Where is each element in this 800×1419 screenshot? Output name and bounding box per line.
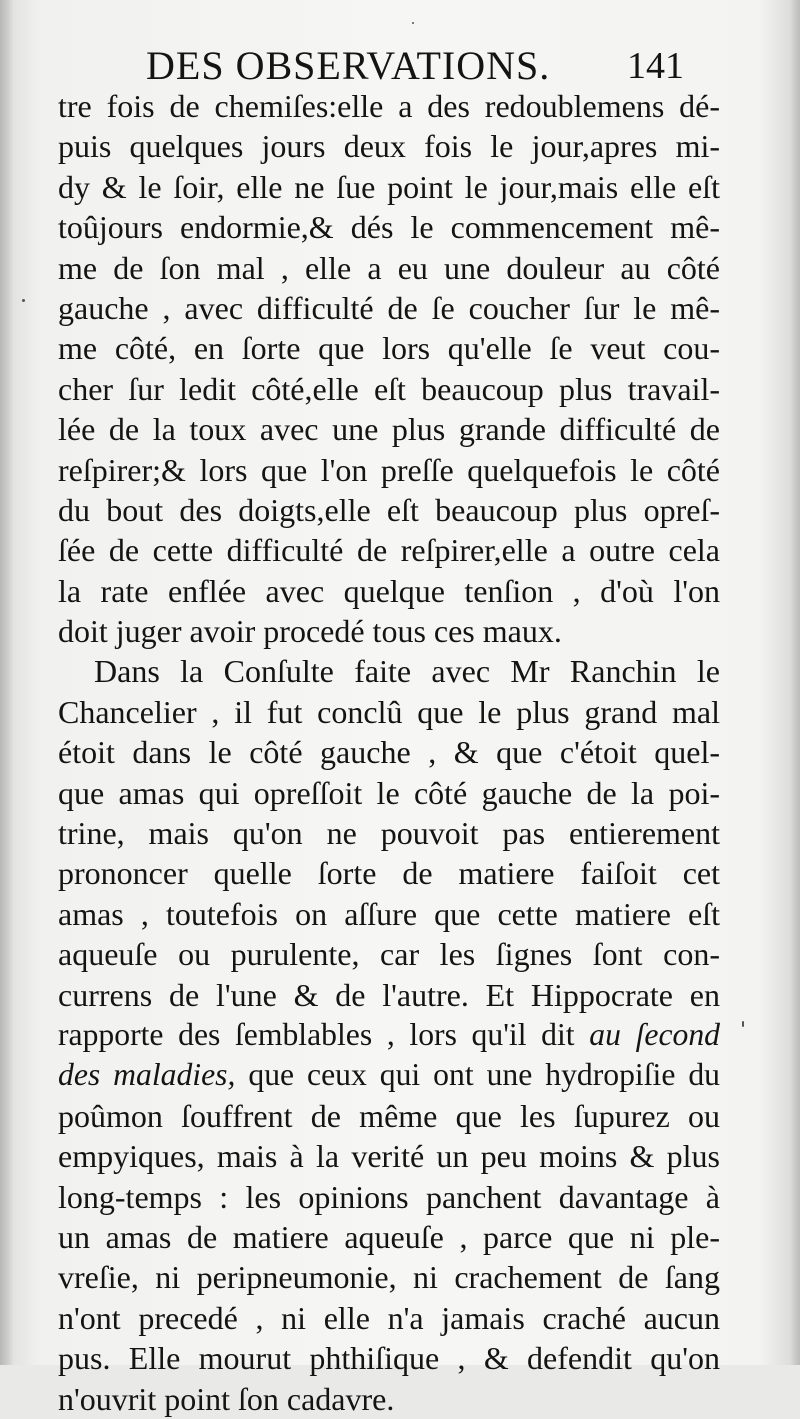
text-line: poûmon ſouffrent de même que les ſupurez ou	[58, 1097, 720, 1134]
line-text: que ceux qui ont une hydropiſie du	[248, 1057, 720, 1093]
text-line: long-temps : les opinions panchent davantage à	[58, 1178, 720, 1215]
running-head	[0, 34, 800, 94]
text-line: Dans la Conſulte faite avec Mr Ranchin le	[94, 653, 720, 690]
text-line: toûjours endormie,& dés le commencement mê-	[58, 209, 720, 246]
text-line: reſpirer;& lors que l'on preſſe quelquefois le côté	[58, 451, 720, 488]
text-line: dy & le ſoir, elle ne ſue point le jour,mais elle eſt	[58, 168, 720, 205]
text-line: étoit dans le côté gauche , & que c'étoit quel-	[58, 734, 720, 771]
text-line: n'ont precedé , ni elle n'a jamais craché aucun	[58, 1299, 720, 1336]
text-line: la rate enflée avec quelque tenſion , d'où l'on	[58, 572, 720, 609]
text-line: amas , toutefois on aſſure que cette matiere eſt	[58, 895, 720, 932]
text-line: du bout des doigts,elle eſt beaucoup plus opreſ-	[58, 491, 720, 528]
text-line: trine, mais qu'on ne pouvoit pas entierement	[58, 815, 720, 852]
ink-speck	[742, 1021, 744, 1027]
page-number: 141	[627, 45, 684, 87]
italic-citation: au ſecond	[589, 1016, 720, 1052]
body-text	[58, 86, 720, 1419]
text-line: cher ſur ledit côté,elle eſt beaucoup plus travail-	[58, 370, 720, 407]
italic-citation: des maladies,	[58, 1057, 236, 1093]
text-line: Chancelier , il fut conclû que le plus grand mal	[58, 693, 720, 730]
text-line: empyiques, mais à la verité un peu moins & plus	[58, 1138, 720, 1175]
text-line	[58, 1015, 720, 1055]
text-line: tre fois de chemiſes:elle a des redoublemens dé-	[58, 88, 720, 124]
text-line: n'ouvrit point ſon cadavre.	[58, 1380, 395, 1417]
line-text: rapporte des ſemblables , lors qu'il dit	[58, 1016, 575, 1052]
text-line: un amas de matiere aqueuſe , parce que ni ple-	[58, 1218, 720, 1255]
text-line: currens de l'une & de l'autre. Et Hippocrate en	[58, 976, 720, 1013]
text-line: ſée de cette difficulté de reſpirer,elle a outre cela	[58, 532, 720, 569]
text-line	[58, 1055, 720, 1095]
ink-speck	[412, 22, 414, 24]
text-line: me côté, en ſorte que lors qu'elle ſe veut cou-	[58, 330, 720, 367]
text-line: que amas qui opreſſoit le côté gauche de la poi-	[58, 774, 720, 811]
text-line: aqueuſe ou purulente, car les ſignes ſont con-	[58, 936, 720, 973]
text-line: me de ſon mal , elle a eu une douleur au côté	[58, 249, 720, 286]
text-line: prononcer quelle ſorte de matiere faiſoit cet	[58, 855, 720, 892]
text-line: lée de la toux avec une plus grande difficulté de	[58, 411, 720, 448]
text-line: pus. Elle mourut phthiſique , & defendit qu'on	[58, 1340, 720, 1377]
text-line: vreſie, ni peripneumonie, ni crachement de ſang	[58, 1259, 720, 1296]
ink-speck	[22, 299, 25, 302]
running-head-title: DES OBSERVATIONS.	[146, 43, 551, 88]
text-line: doit juger avoir procedé tous ces maux.	[58, 613, 562, 650]
text-line: puis quelques jours deux fois le jour,apres mi-	[58, 128, 720, 165]
text-line: gauche , avec difficulté de ſe coucher ſur le mê-	[58, 289, 720, 326]
